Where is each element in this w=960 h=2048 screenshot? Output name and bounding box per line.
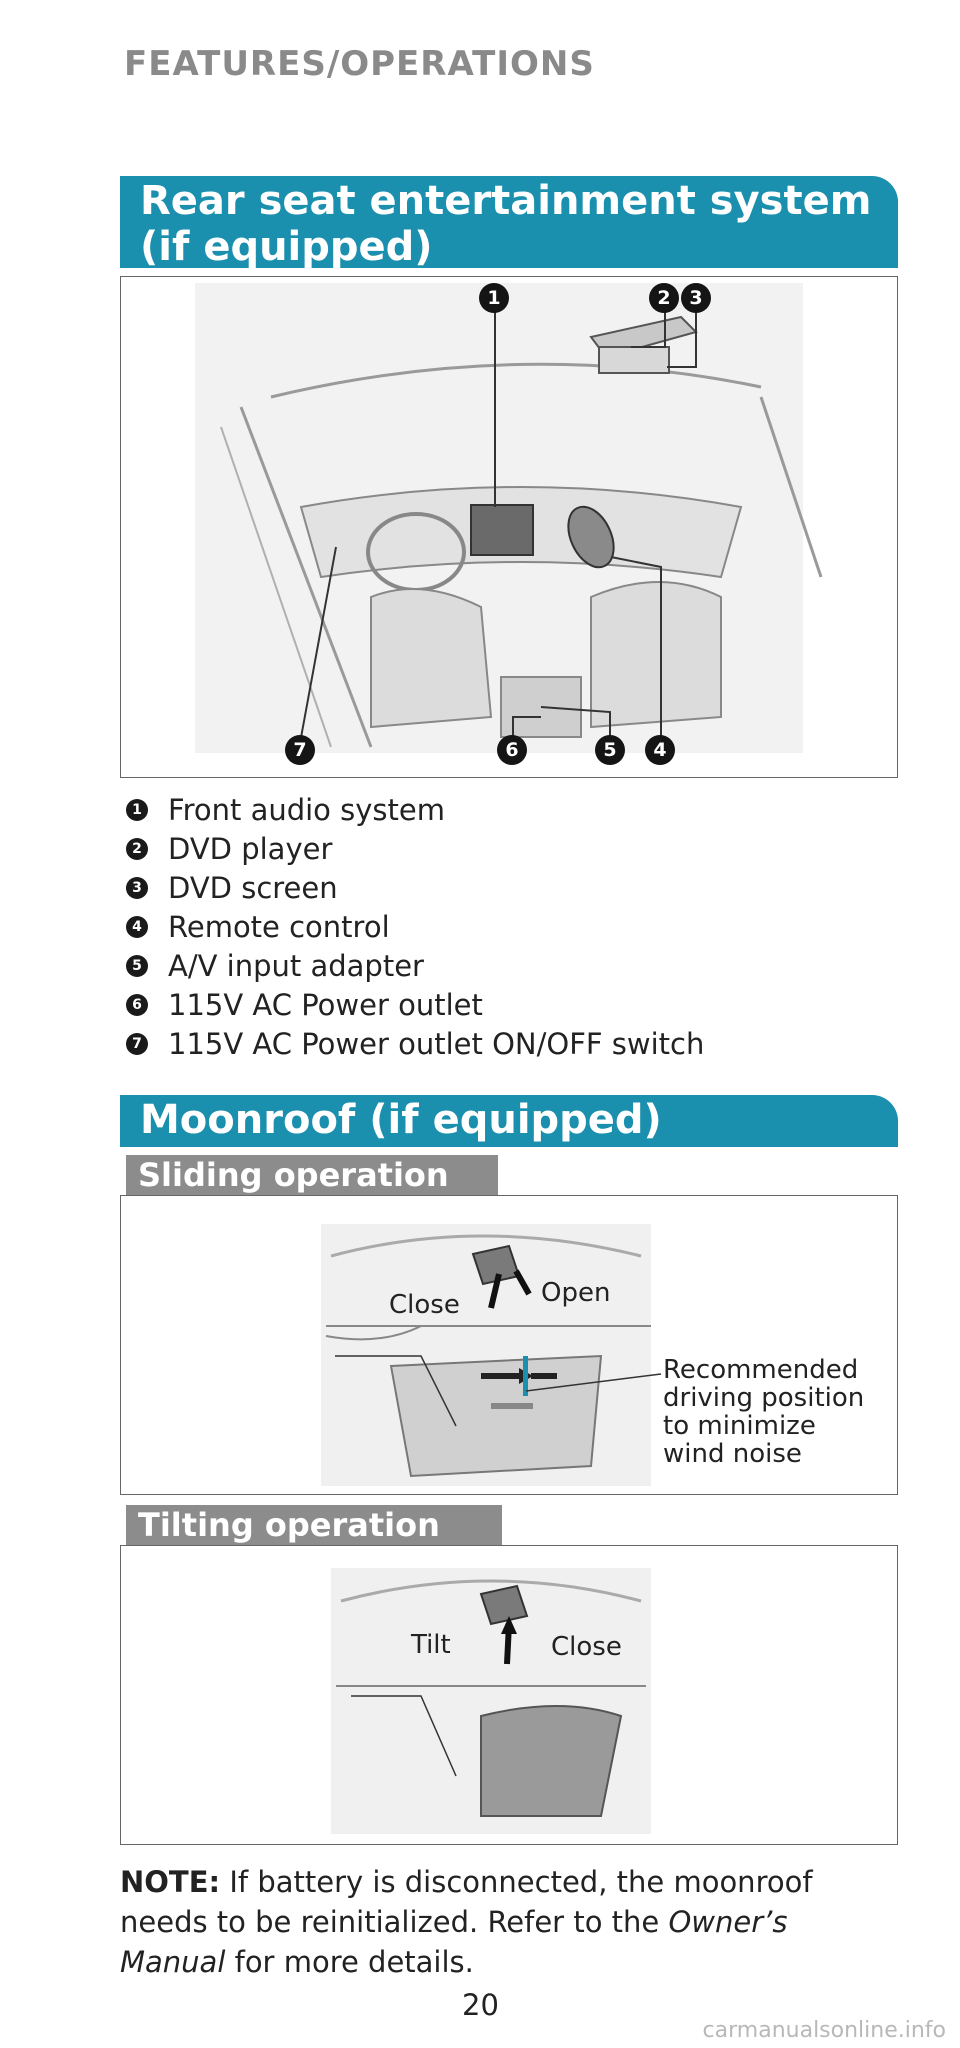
legend-label: DVD screen: [168, 870, 338, 905]
callout-6: 6: [497, 735, 527, 765]
number-badge: 4: [126, 916, 148, 938]
number-badge: 1: [126, 799, 148, 821]
moonroof-title-banner: [120, 1095, 898, 1147]
callout-2: 2: [649, 283, 679, 313]
note-line: to minimize: [663, 1411, 816, 1441]
number-badge: 7: [126, 1033, 148, 1055]
legend-label: Front audio system: [168, 792, 445, 827]
page-number: 20: [462, 1988, 499, 2022]
close-label: Close: [389, 1290, 460, 1320]
legend-label: 115V AC Power outlet: [168, 987, 483, 1022]
number-badge: 6: [126, 994, 148, 1016]
number-badge: 3: [126, 877, 148, 899]
callout-1: 1: [479, 283, 509, 313]
note-label: NOTE:: [120, 1865, 221, 1899]
rse-title-line2: (if equipped): [140, 224, 433, 270]
callout-5: 5: [595, 735, 625, 765]
legend-item: [126, 907, 704, 946]
note-line: wind noise: [663, 1439, 802, 1469]
tilting-operation-heading: Tilting operation: [126, 1505, 502, 1545]
open-label: Open: [541, 1278, 611, 1308]
note-text-end: for more details.: [225, 1945, 474, 1979]
vehicle-interior-illustration: [121, 277, 897, 777]
callout-7: 7: [285, 735, 315, 765]
tilting-illustration-frame: [120, 1545, 898, 1845]
number-badge: 5: [126, 955, 148, 977]
tilting-moonroof-illustration: [121, 1546, 897, 1844]
section-heading: FEATURES/OPERATIONS: [124, 44, 595, 84]
battery-note: [120, 1862, 860, 1982]
close-label: Close: [551, 1632, 622, 1662]
legend-label: DVD player: [168, 831, 333, 866]
watermark: carmanualsonline.info: [702, 2018, 946, 2043]
legend-item: [126, 790, 704, 829]
sliding-illustration-frame: [120, 1195, 898, 1495]
recommended-position-note: [663, 1356, 864, 1468]
note-line: Recommended: [663, 1355, 859, 1385]
legend-item: [126, 946, 704, 985]
rse-title-banner: [120, 176, 898, 268]
rse-title-line1: Rear seat entertainment system: [140, 178, 872, 224]
tilt-label: Tilt: [411, 1630, 451, 1660]
sliding-operation-heading: Sliding operation: [126, 1155, 498, 1195]
callout-4: 4: [645, 735, 675, 765]
number-badge: 2: [126, 838, 148, 860]
legend-item: [126, 868, 704, 907]
rse-legend: [126, 790, 704, 1063]
legend-item: [126, 985, 704, 1024]
legend-item: [126, 829, 704, 868]
callout-3: 3: [681, 283, 711, 313]
rse-illustration-frame: [120, 276, 898, 778]
legend-item: [126, 1024, 704, 1063]
manual-reference: Owner’s Manual: [120, 1905, 788, 1979]
legend-label: 115V AC Power outlet ON/OFF switch: [168, 1026, 705, 1061]
note-text: If battery is disconnected, the moonroof needs to be reinitialized. Refer to the: [120, 1865, 813, 1939]
note-line: driving position: [663, 1383, 865, 1413]
legend-label: Remote control: [168, 909, 390, 944]
moonroof-title: Moonroof (if equipped): [140, 1097, 662, 1143]
legend-label: A/V input adapter: [168, 948, 424, 983]
